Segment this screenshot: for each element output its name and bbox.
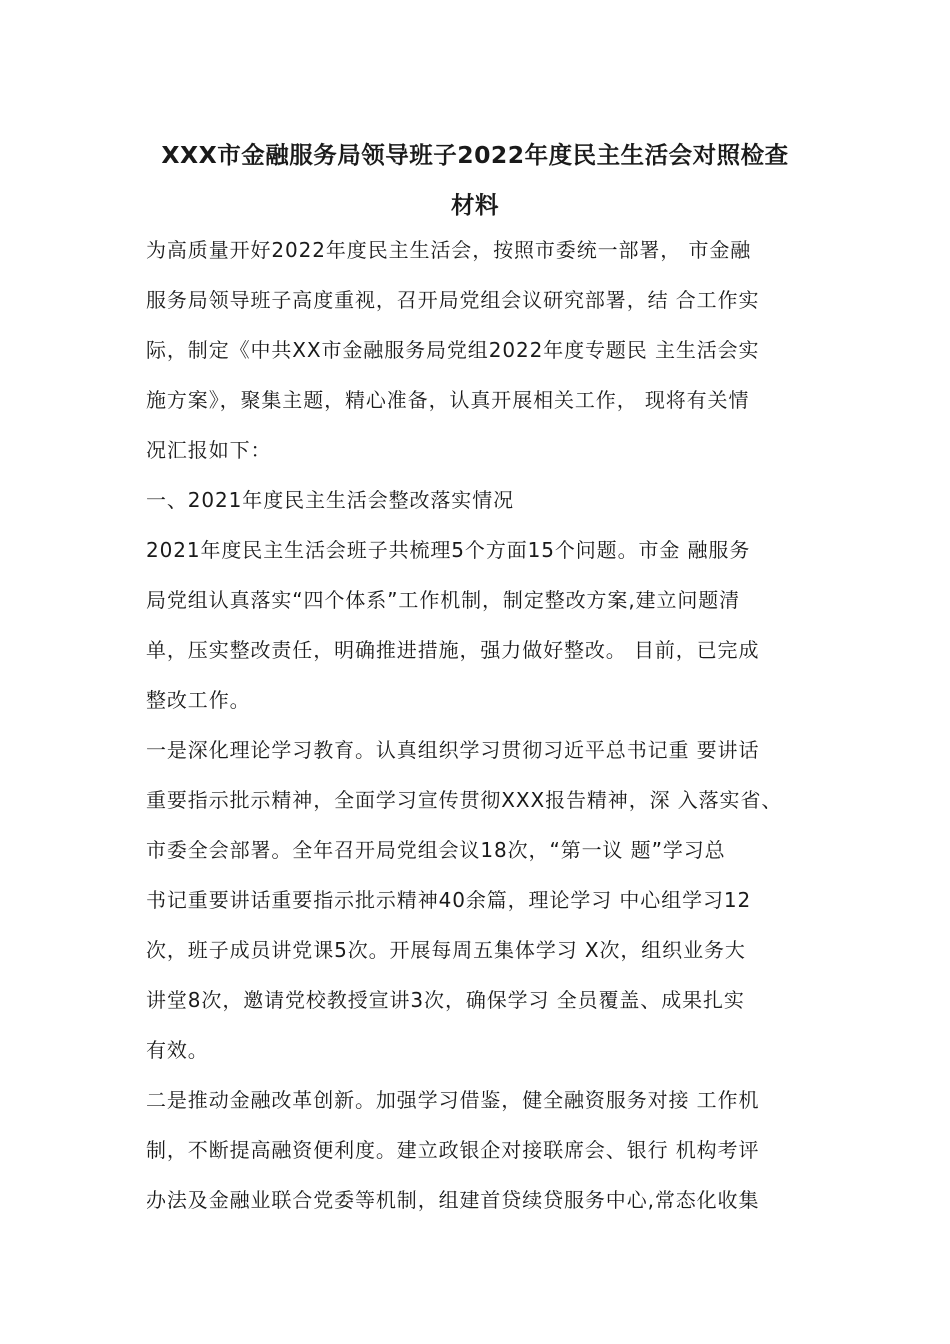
body-line: 书记重要讲话重要指示批示精神40余篇，理论学习 中心组学习12 xyxy=(146,888,752,912)
body-line: 有效。 xyxy=(146,1038,209,1062)
section-heading: 一、2021年度民主生活会整改落实情况 xyxy=(146,488,514,512)
document-title-line-2: 材料 xyxy=(451,191,499,219)
body-line: 整改工作。 xyxy=(146,688,251,712)
body-line: 施方案》，聚集主题，精心准备，认真开展相关工作， 现将有关情 xyxy=(146,388,750,412)
body-line: 市委全会部署。全年召开局党组会议18次，“第一议 题”学习总 xyxy=(146,838,726,862)
body-line: 单，压实整改责任，明确推进措施，强力做好整改。 目前，已完成 xyxy=(146,638,760,662)
body-line: 办法及金融业联合党委等机制，组建首贷续贷服务中心,常态化收集 xyxy=(146,1188,760,1212)
body-line: 次，班子成员讲党课5次。开展每周五集体学习 X次，组织业务大 xyxy=(146,938,746,962)
body-line: 重要指示批示精神，全面学习宣传贯彻XXX报告精神，深 入落实省、 xyxy=(146,788,783,812)
body-line: 二是推动金融改革创新。加强学习借鉴，健全融资服务对接 工作机 xyxy=(146,1088,760,1112)
body-line: 为高质量开好2022年度民主生活会，按照市委统一部署， 市金融 xyxy=(146,238,752,262)
body-line: 服务局领导班子高度重视，召开局党组会议研究部署，结 合工作实 xyxy=(146,288,760,312)
body-line: 况汇报如下： xyxy=(146,438,272,462)
body-line: 局党组认真落实“四个体系”工作机制，制定整改方案,建立问题清 xyxy=(146,588,741,612)
document-body xyxy=(146,232,816,1232)
body-line: 2021年度民主生活会班子共梳理5个方面15个问题。市金 融服务 xyxy=(146,538,751,562)
body-line: 讲堂8次，邀请党校教授宣讲3次，确保学习 全员覆盖、成果扎实 xyxy=(146,988,745,1012)
body-line: 制，不断提高融资便利度。建立政银企对接联席会、银行 机构考评 xyxy=(146,1138,760,1162)
body-line: 际，制定《中共XX市金融服务局党组2022年度专题民 主生活会实 xyxy=(146,338,760,362)
body-line: 一是深化理论学习教育。认真组织学习贯彻习近平总书记重 要讲话 xyxy=(146,738,760,762)
document-title-line-1: XXX市金融服务局领导班子2022年度民主生活会对照检查 xyxy=(161,141,789,169)
